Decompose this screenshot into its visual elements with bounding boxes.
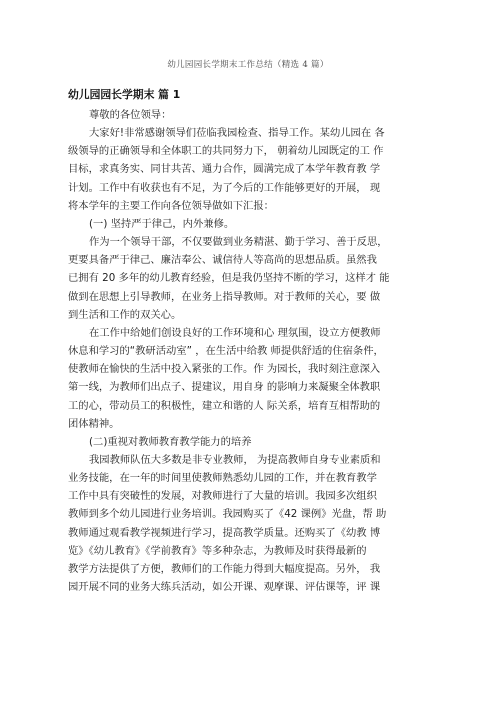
text-line: 目标，求真务实、同甘共苦、通力合作，圆满完成了本学年教育教 学	[68, 163, 381, 176]
paragraph-lines	[68, 106, 420, 596]
text-line: (二)重视对教师教育教学能力的培养	[89, 435, 252, 448]
text-line: 在工作中给她们创设良好的工作环境和心 理氛围，设立方便教师	[89, 326, 381, 339]
text-line: 尊敬的各位领导：	[89, 109, 172, 121]
text-line: 更要具备严于律己、廉洁奉公、诚信待人等高尚的思想品质。虽然我	[68, 254, 377, 267]
text-line: 级领导的正确领导和全体职工的共同努力下， 朝着幼儿园既定的工 作	[68, 145, 384, 158]
article-body	[68, 86, 420, 596]
text-line: 园开展不同的业务大练兵活动，如公开课、观摩课、评估课等，评 课	[68, 581, 381, 594]
text-line: 计划。工作中有收获也有不足，为了今后的工作能够更好的开展， 现	[68, 181, 381, 194]
text-line: 休息和学习的“教研活动室” ，在生活中给教 师提供舒适的住宿条件，	[68, 345, 384, 358]
text-line: 第一线，为教师们出点子、提建议，用自身 的影响力来凝聚全体教职	[68, 381, 381, 394]
text-line: 作为一个领导干部，不仅要做到业务精湛、勤于学习、善于反思，	[89, 236, 388, 249]
text-line: 团体精神。	[68, 417, 120, 430]
text-line: 教师通过观看教学视频进行学习，提高教学质量。还购买了《幼教 博	[68, 526, 381, 539]
text-line: (一) 坚持严于律己，内外兼修。	[89, 217, 235, 230]
article-title: 幼儿园园长学期末 篇 1	[68, 88, 181, 101]
text-line: 大家好!非常感谢领导们莅临我园检查、指导工作。某幼儿园在 各	[89, 127, 385, 140]
text-line: 到生活和工作的双关心。	[68, 308, 182, 321]
text-line: 工作中具有突破性的发展，对教师进行了大量的培训。我园多次组织	[68, 490, 377, 503]
text-line: 业务技能，在一年的时间里使教师熟悉幼儿园的工作，并在教育教学	[68, 472, 377, 485]
text-line: 已拥有 20 多年的幼儿教育经验，但是我仍坚持不断的学习，这样才 能	[68, 272, 390, 285]
text-line: 使教师在愉快的生活中投入紧张的工作。作 为园长，我时刻注意深入	[68, 363, 381, 376]
text-line: 将本学年的主要工作向各位领导做如下汇报：	[68, 199, 274, 212]
text-line: 教学方法提供了方便，教师们的工作能力得到大幅度提高。另外， 我	[68, 562, 381, 575]
text-line: 工的心，带动员工的积极性，建立和谐的人 际关系，培育互相帮助的	[68, 399, 381, 412]
running-header: 幼儿园园长学期末工作总结（精选 4 篇）	[167, 60, 329, 70]
text-line: 做到在思想上引导教师，在业务上指导教师。对于教师的关心，要 做	[68, 290, 381, 303]
text-line: 我园教师队伍大多数是非专业教师， 为提高教师自身专业素质和	[89, 453, 381, 466]
text-line: 览》《幼儿教育》《学前教育》等多种杂志，为教师及时获得最新的	[68, 544, 367, 557]
text-line: 教师到多个幼儿园进行业务培训。我园购买了《42 课例》光盘，帮 助	[68, 508, 387, 521]
